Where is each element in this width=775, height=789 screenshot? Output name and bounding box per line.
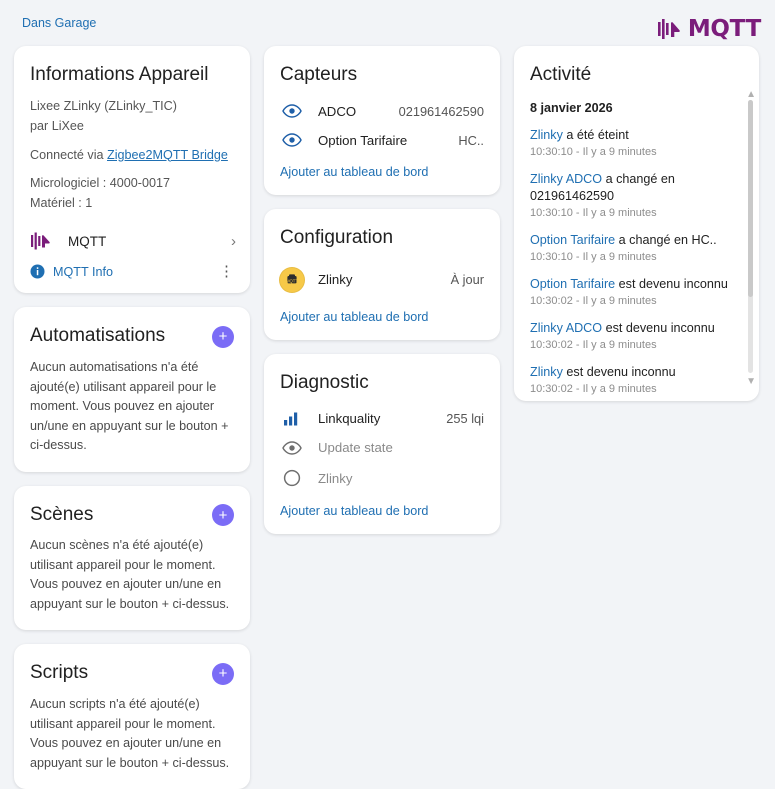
zlinky-badge-icon <box>280 267 304 293</box>
list-item[interactable] <box>530 364 737 395</box>
signal-bars-icon <box>280 411 304 426</box>
device-info-details <box>14 97 250 222</box>
list-item[interactable] <box>530 320 737 351</box>
diagnostic-card <box>264 354 500 535</box>
device-manufacturer: par LiXee <box>30 118 84 133</box>
activity-date-header: 8 janvier 2026 <box>530 100 613 115</box>
breadcrumb[interactable]: Dans Garage <box>22 16 97 30</box>
configuration-name: Zlinky <box>318 272 353 288</box>
device-firmware: Micrologiciel : 4000-0017 <box>30 176 171 191</box>
activity-timestamp: 10:30:10 - Il y a 9 minutes <box>530 250 657 263</box>
diagnostic-add-to-dashboard-link[interactable]: Ajouter au tableau de bord <box>280 504 429 519</box>
scenes-title: Scènes <box>30 503 94 525</box>
device-info-title: Informations Appareil <box>30 64 209 85</box>
mqtt-info-row <box>14 260 250 293</box>
sensors-add-to-dashboard-link[interactable]: Ajouter au tableau de bord <box>280 164 429 179</box>
mqtt-integration-row[interactable] <box>14 222 250 260</box>
configuration-card <box>264 209 500 340</box>
activity-rest: est devenu inconnu <box>615 276 728 291</box>
add-script-button[interactable]: + <box>212 663 234 685</box>
activity-entity-link[interactable]: Zlinky <box>530 127 563 142</box>
scripts-card <box>14 644 250 789</box>
sensors-title: Capteurs <box>280 64 358 85</box>
activity-text <box>530 364 737 381</box>
configuration-title: Configuration <box>280 226 394 248</box>
add-automation-button[interactable]: + <box>212 326 234 348</box>
connected-prefix: Connecté via <box>30 147 108 162</box>
activity-rest: a changé en HC.. <box>615 232 717 247</box>
sensor-value: HC.. <box>458 132 484 148</box>
circle-icon <box>280 469 304 487</box>
svg-text:MQTT: MQTT <box>286 277 298 283</box>
device-hardware: Matériel : 1 <box>30 196 93 211</box>
activity-rest: est devenu inconnu <box>562 364 676 379</box>
bridge-link[interactable]: Zigbee2MQTT Bridge <box>107 147 228 162</box>
mqtt-info-link[interactable]: MQTT Info <box>53 264 113 279</box>
diagnostic-row-update-state[interactable] <box>264 433 500 462</box>
activity-entity-link[interactable]: Zlinky <box>530 364 563 379</box>
activity-entity-link[interactable]: Zlinky ADCO <box>530 320 603 335</box>
scenes-card <box>14 486 250 631</box>
automations-empty-text: Aucun automatisations n'a été ajouté(e) utilisant appareil pour le moment. Vous pouvez en ajouter un/une en appuyant sur le bouton + ci-dessus. <box>30 360 229 453</box>
automations-card <box>14 307 250 471</box>
activity-timestamp: 10:30:10 - Il y a 9 minutes <box>530 145 657 158</box>
activity-timestamp: 10:30:02 - Il y a 9 minutes <box>530 382 657 395</box>
scenes-empty-text: Aucun scènes n'a été ajouté(e) utilisant appareil pour le moment. Vous pouvez en ajouter un/une en appuyant sur le bouton + ci-dessus. <box>30 538 230 611</box>
diagnostic-title: Diagnostic <box>280 371 369 393</box>
activity-rest: est devenu inconnu <box>602 320 715 335</box>
activity-scrollbar-thumb[interactable] <box>748 100 753 297</box>
list-item[interactable] <box>530 232 737 263</box>
activity-list[interactable] <box>514 93 759 401</box>
activity-text <box>530 127 737 144</box>
overflow-menu-icon[interactable]: ⋮ <box>219 263 234 281</box>
activity-entity-link[interactable]: Option Tarifaire <box>530 276 616 291</box>
activity-text <box>530 276 737 293</box>
configuration-value: À jour <box>450 272 484 288</box>
scroll-up-icon[interactable]: ▲ <box>746 89 756 100</box>
mqtt-logo-icon <box>658 18 684 40</box>
diagnostic-value: 255 lqi <box>446 411 484 427</box>
diagnostic-row-linkquality[interactable] <box>264 404 500 433</box>
brand-text: MQTT <box>687 16 761 42</box>
top-bar <box>0 0 775 46</box>
eye-icon <box>280 133 304 147</box>
list-item[interactable] <box>530 276 737 307</box>
activity-rest: a été éteint <box>562 127 629 142</box>
scenes-header <box>14 486 250 537</box>
activity-card <box>514 46 759 401</box>
middle-column <box>264 46 500 534</box>
sensors-card <box>264 46 500 195</box>
right-column <box>514 46 759 401</box>
device-info-card <box>14 46 250 293</box>
device-model: Lixee ZLinky (ZLinky_TIC) <box>30 98 177 113</box>
diagnostic-name: Zlinky <box>318 470 353 486</box>
scroll-down-icon[interactable]: ▼ <box>746 376 756 387</box>
diagnostic-row-zlinky[interactable] <box>264 462 500 494</box>
sensor-name: Option Tarifaire <box>318 132 408 148</box>
eye-icon <box>280 104 304 118</box>
scripts-empty-text: Aucun scripts n'a été ajouté(e) utilisant appareil pour le moment. Vous pouvez en ajouter un/une en appuyant sur le bouton + ci-dessus. <box>30 697 230 770</box>
left-column <box>14 46 250 789</box>
scripts-title: Scripts <box>30 662 89 684</box>
sensor-name: ADCO <box>318 103 357 119</box>
automations-header <box>14 307 250 358</box>
configuration-add-to-dashboard-link[interactable]: Ajouter au tableau de bord <box>280 309 429 324</box>
list-item[interactable] <box>530 171 737 219</box>
device-connected-via <box>30 146 234 165</box>
mqtt-row-label: MQTT <box>68 233 107 249</box>
activity-text <box>530 232 737 249</box>
diagnostic-name: Linkquality <box>318 411 381 427</box>
activity-scrollbar[interactable] <box>748 100 753 373</box>
activity-timestamp: 10:30:10 - Il y a 9 minutes <box>530 206 657 219</box>
eye-icon <box>280 441 304 455</box>
chevron-right-icon[interactable]: › <box>231 232 236 250</box>
sensor-value: 021961462590 <box>398 103 484 119</box>
sensor-row-option-tarifaire[interactable] <box>264 126 500 155</box>
configuration-row-zlinky[interactable] <box>264 260 500 300</box>
diagnostic-name: Update state <box>318 440 393 456</box>
add-scene-button[interactable]: + <box>212 504 234 526</box>
automations-title: Automatisations <box>30 325 166 347</box>
columns-layout <box>0 46 775 789</box>
activity-rest: a changé en 021961462590 <box>530 171 675 203</box>
mqtt-antenna-icon <box>30 230 54 252</box>
activity-entity-link[interactable]: Zlinky ADCO <box>530 171 603 186</box>
info-icon <box>30 264 45 279</box>
activity-text <box>530 320 737 337</box>
list-item[interactable] <box>530 127 737 158</box>
sensor-row-adco[interactable] <box>264 97 500 126</box>
activity-timestamp: 10:30:02 - Il y a 9 minutes <box>530 294 657 307</box>
scripts-header <box>14 644 250 695</box>
activity-title: Activité <box>530 64 592 85</box>
mqtt-brand-logo <box>658 16 761 42</box>
activity-timestamp: 10:30:02 - Il y a 9 minutes <box>530 338 657 351</box>
activity-entity-link[interactable]: Option Tarifaire <box>530 232 616 247</box>
activity-text <box>530 171 737 205</box>
